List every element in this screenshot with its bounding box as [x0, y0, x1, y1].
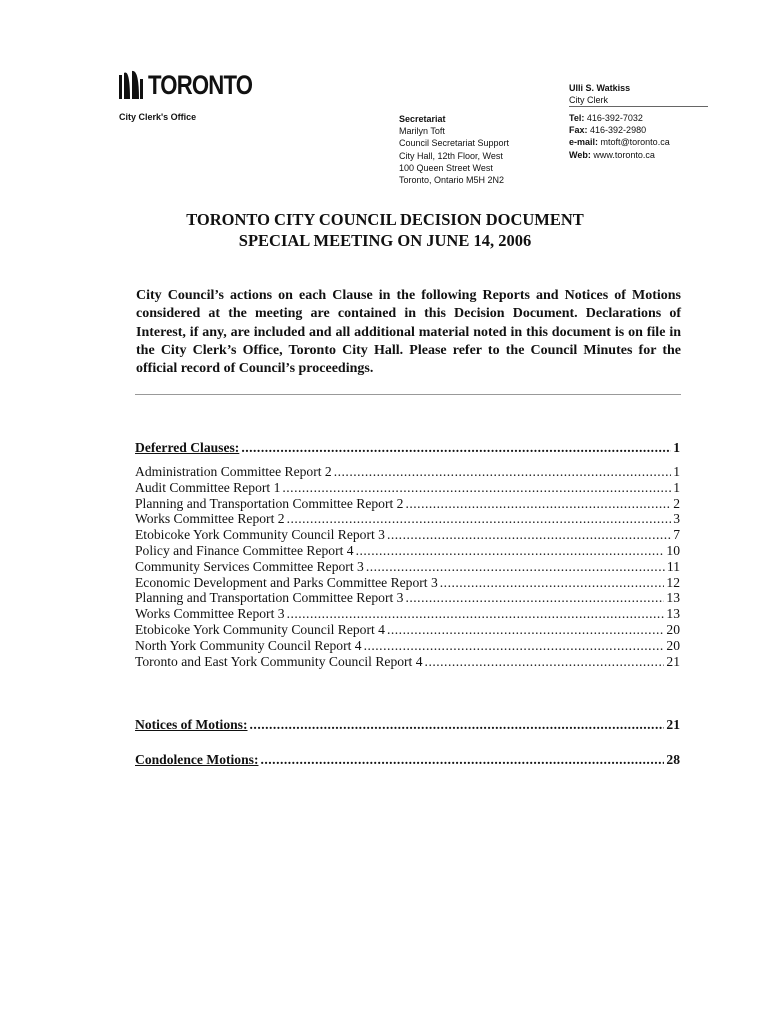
contact-web: Web: www.toronto.ca	[569, 149, 655, 160]
secretariat-label: Secretariat	[399, 114, 446, 124]
toc-entry[interactable]: Planning and Transportation Committee Report 3 ..... 13	[135, 589, 680, 606]
toc-entry[interactable]: North York Community Council Report 4 ..... 20	[135, 637, 680, 654]
toc-condolence-heading[interactable]: Condolence Motions: ..... 28	[135, 751, 680, 768]
toronto-logo	[118, 63, 275, 99]
document-title	[0, 210, 770, 251]
intro-paragraph: City Council’s actions on each Clause in the following Reports and Notices of Motions considered at the meeting are contained in this Decision Document. Declarations of Interest, if any, are included and all additional material noted in this document is on file in the City Clerk’s Office, Toronto City Hall. Please refer to the Council Minutes for the official record of Council’s proceedings.	[136, 288, 681, 377]
secretariat-line: 100 Queen Street West	[399, 162, 493, 173]
toc-entry[interactable]: Audit Committee Report 1 ..... 1	[135, 479, 680, 496]
office-name: City Clerk's Office	[119, 112, 197, 122]
city-hall-icon	[118, 69, 144, 99]
secretariat-line: Toronto, Ontario M5H 2N2	[399, 175, 505, 186]
clerk-name: Ulli S. Watkiss	[569, 83, 631, 93]
toc-entry[interactable]: Policy and Finance Committee Report 4 ..... 10	[135, 542, 680, 559]
toc-entry[interactable]: Works Committee Report 3 ..... 13	[135, 605, 680, 622]
contact-block	[569, 112, 670, 161]
toc-entry[interactable]: Economic Development and Parks Committee Report 3 ..... 12	[135, 574, 680, 591]
toc-entry[interactable]: Administration Committee Report 2 ..... 1	[135, 463, 680, 480]
toc-entry[interactable]: Toronto and East York Community Council Report 4 ..... 21	[135, 653, 680, 670]
toc-deferred-heading[interactable]: Deferred Clauses: ..... 1	[135, 439, 680, 456]
toc-entry[interactable]: Community Services Committee Report 3 ..... 11	[135, 558, 680, 575]
toc-entry[interactable]: Etobicoke York Community Council Report 4 ..... 20	[135, 621, 680, 638]
toc-entry[interactable]: Etobicoke York Community Council Report 3 ..... 7	[135, 526, 680, 543]
secretariat-line: City Hall, 12th Floor, West	[399, 150, 503, 161]
title-line-1: TORONTO CITY COUNCIL DECISION DOCUMENT	[186, 210, 584, 229]
contact-tel: Tel: 416-392-7032	[569, 113, 643, 123]
toc-entry[interactable]: Planning and Transportation Committee Report 2 ..... 2	[135, 495, 680, 512]
contact-fax: Fax: 416-392-2980	[569, 125, 647, 136]
secretariat-line: Council Secretariat Support	[399, 138, 510, 149]
clerk-title: City Clerk	[569, 95, 609, 105]
header-rule	[569, 106, 708, 107]
logo-wordmark: TORONTO	[148, 70, 253, 100]
toc-notices-heading[interactable]: Notices of Motions: ..... 21	[135, 716, 680, 733]
toc-entry[interactable]: Works Committee Report 2 ..... 3	[135, 510, 680, 527]
secretariat-block	[399, 113, 509, 186]
secretariat-line: Marilyn Toft	[399, 126, 445, 137]
contact-email: e-mail: mtoft@toronto.ca	[569, 137, 670, 148]
section-divider	[135, 394, 681, 395]
title-line-2: SPECIAL MEETING ON JUNE 14, 2006	[238, 230, 532, 250]
